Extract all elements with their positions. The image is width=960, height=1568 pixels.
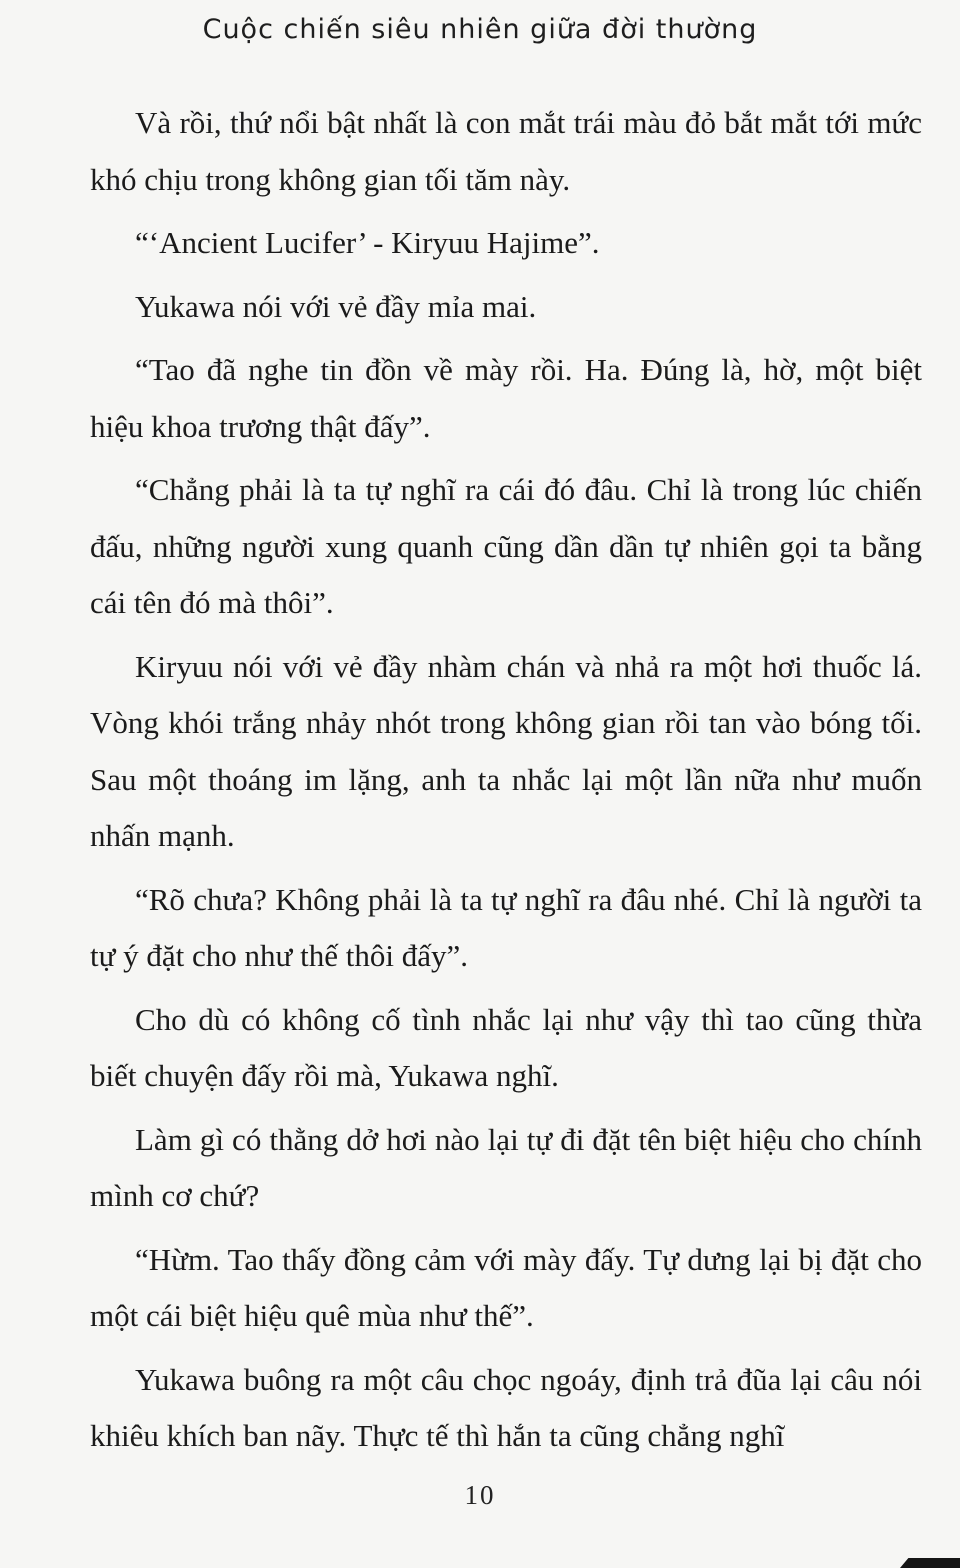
paragraph: Yukawa nói với vẻ đầy mỉa mai. — [135, 288, 537, 324]
running-header: Cuộc chiến siêu nhiên giữa đời thường — [202, 14, 758, 45]
paragraph: “Chẳng phải là ta tự nghĩ ra cái đó đâu. Chỉ là trong lúc chiến đấu, những người xung quanh cũng dần dần tự nhiên gọi ta bằng cái tên đó mà thôi”. — [90, 472, 922, 620]
paragraph: Và rồi, thứ nổi bật nhất là con mắt trái màu đỏ bắt mắt tới mức khó chịu trong không gian tối tăm này. — [90, 105, 922, 197]
paragraph: Kiryuu nói với vẻ đầy nhàm chán và nhả ra một hơi thuốc lá. Vòng khói trắng nhảy nhót trong không gian rồi tan vào bóng tối. Sau một thoáng im lặng, anh ta nhắc lại một lần nữa như muốn nhấn mạnh. — [90, 648, 922, 853]
body-text — [90, 95, 922, 1472]
paragraph: “Rõ chưa? Không phải là ta tự nghĩ ra đâu nhé. Chỉ là người ta tự ý đặt cho như thế thôi đấy”. — [90, 881, 922, 973]
paragraph: Yukawa buông ra một câu chọc ngoáy, định trả đũa lại câu nói khiêu khích ban nãy. Thực tế thì hắn ta cũng chẳng nghĩ — [90, 1361, 922, 1453]
paragraph: Cho dù có không cố tình nhắc lại như vậy thì tao cũng thừa biết chuyện đấy rồi mà, Yukawa nghĩ. — [90, 1001, 922, 1093]
page-number: 10 — [464, 1480, 496, 1510]
paragraph: Làm gì có thằng dở hơi nào lại tự đi đặt tên biệt hiệu cho chính mình cơ chứ? — [90, 1121, 922, 1213]
paragraph: “‘Ancient Lucifer’ - Kiryuu Hajime”. — [135, 225, 600, 260]
paragraph: “Hừm. Tao thấy đồng cảm với mày đấy. Tự dưng lại bị đặt cho một cái biệt hiệu quê mùa như thế”. — [90, 1241, 922, 1333]
page-edge-shadow — [900, 1558, 960, 1568]
paragraph: “Tao đã nghe tin đồn về mày rồi. Ha. Đúng là, hờ, một biệt hiệu khoa trương thật đấy”. — [90, 352, 922, 444]
